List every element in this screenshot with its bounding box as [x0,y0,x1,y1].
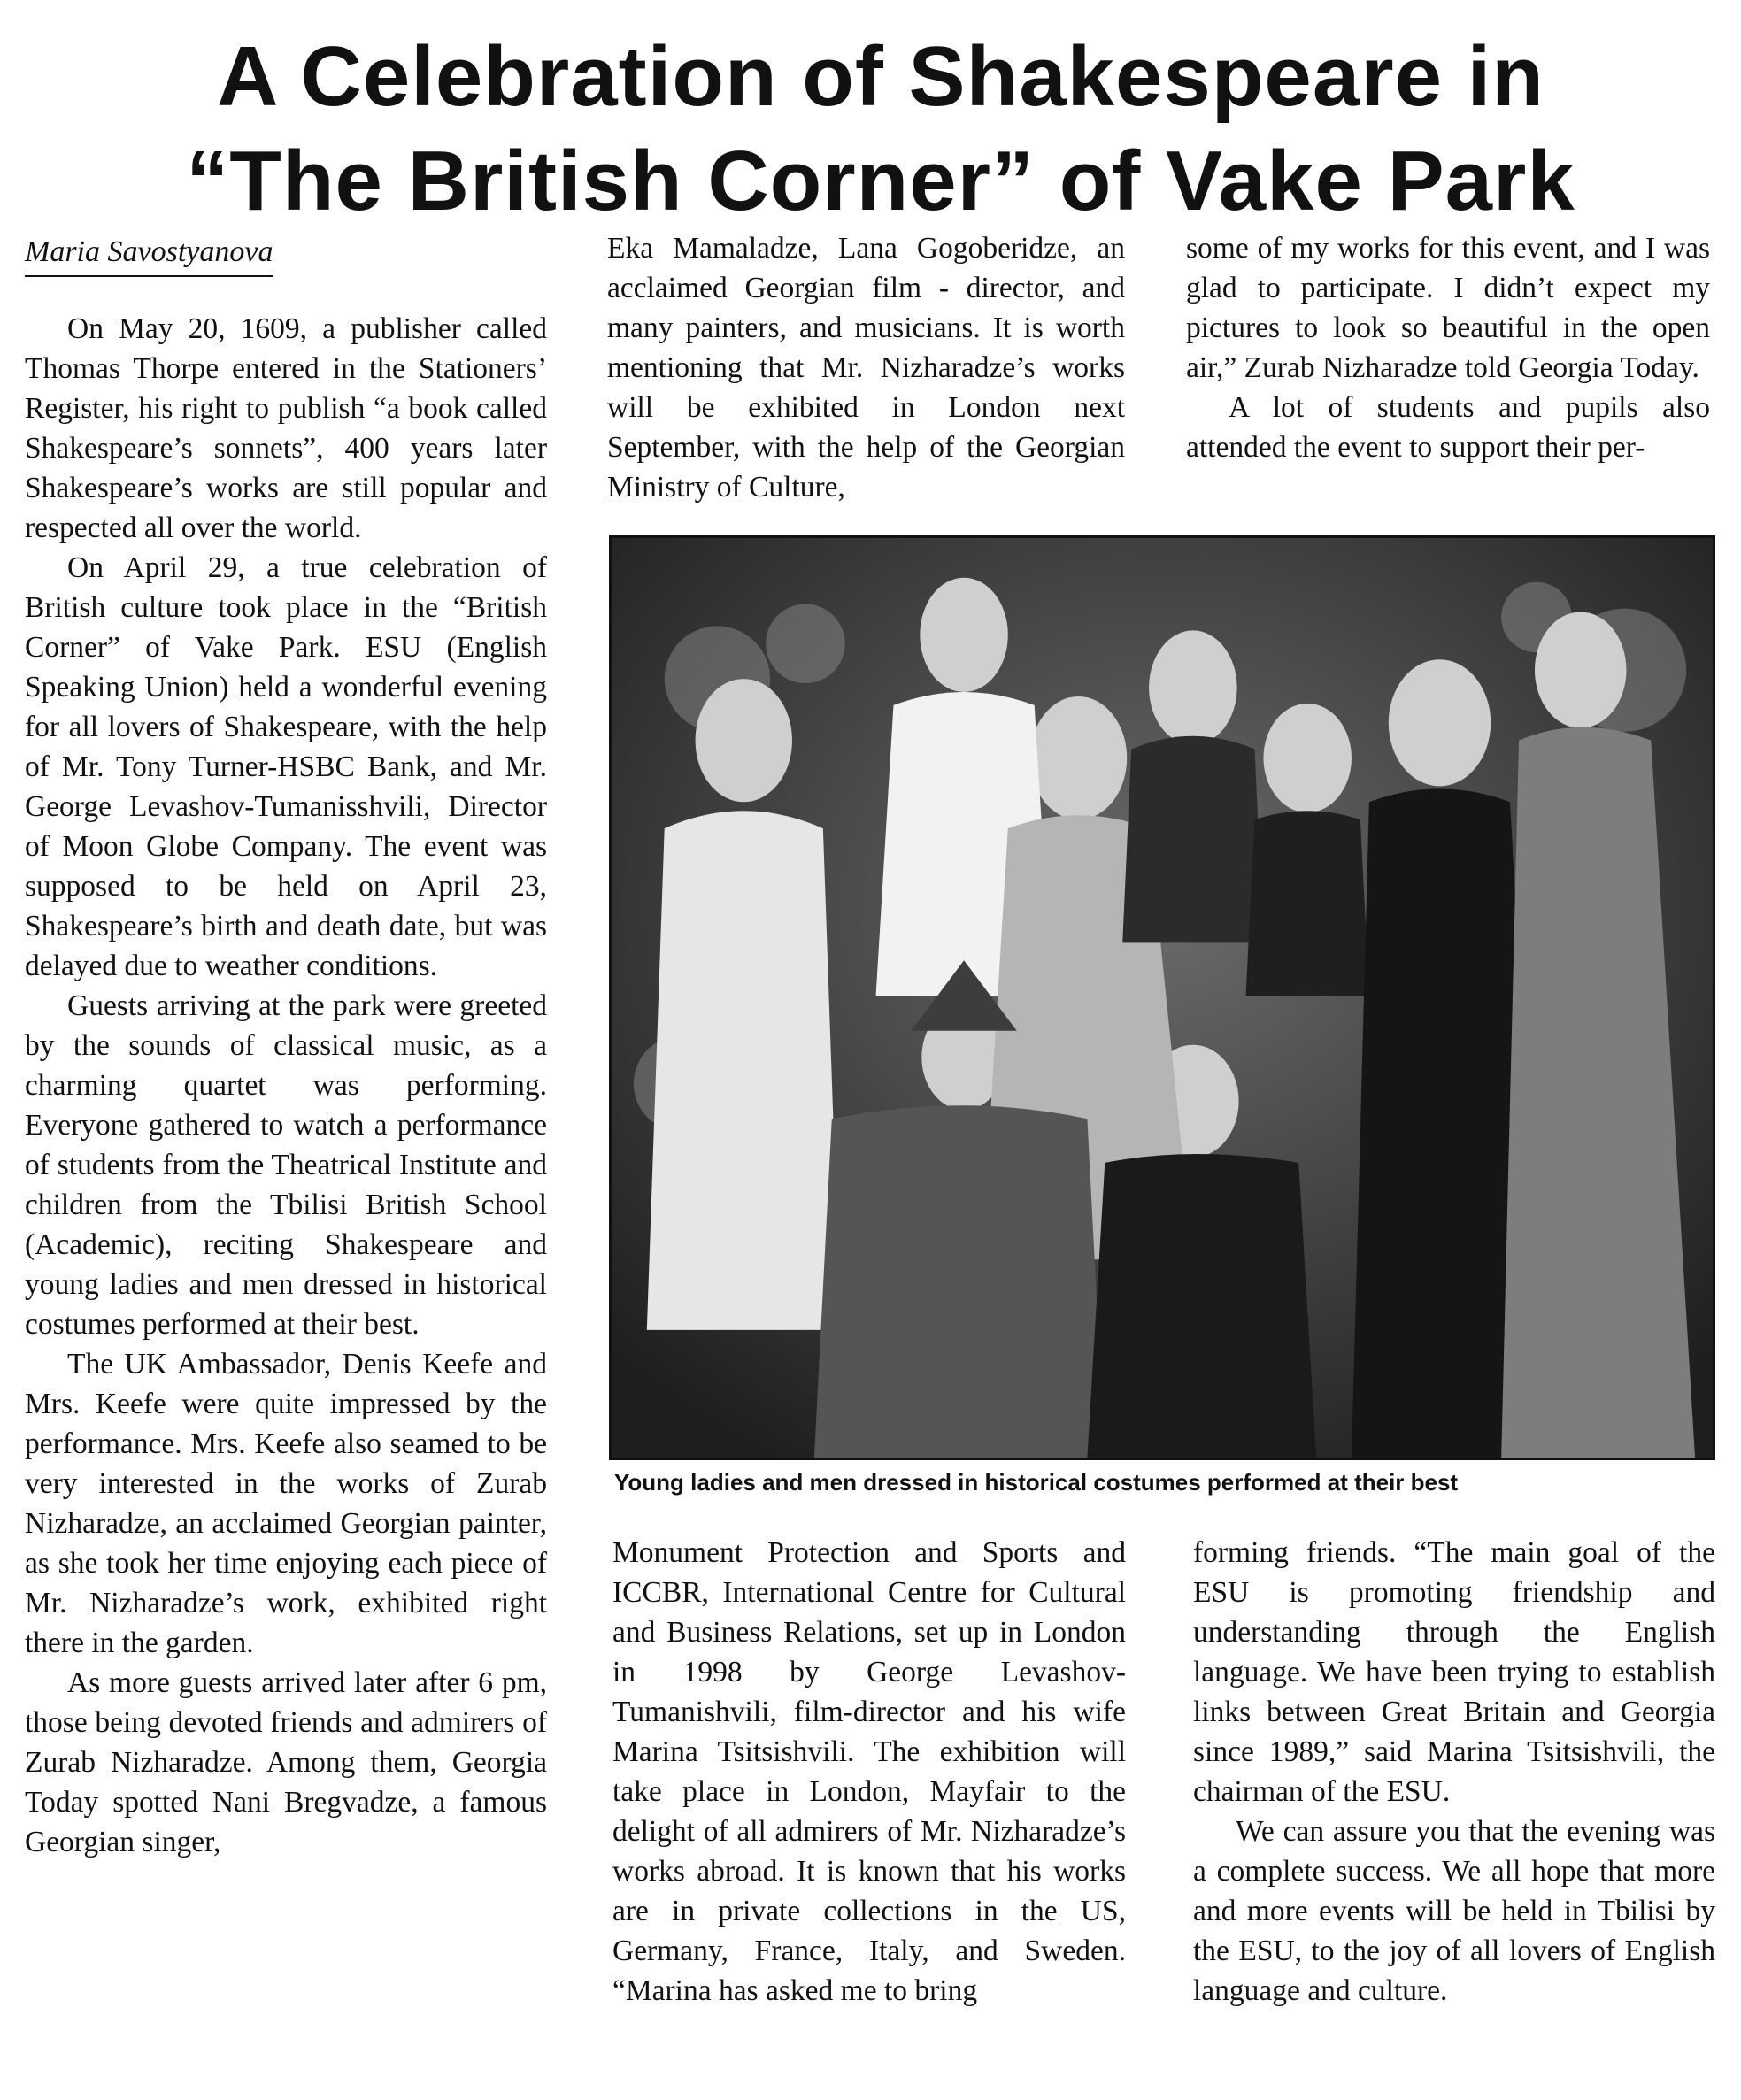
article-column-3-bottom [1193,1533,1715,2011]
paragraph: On April 29, a true celebration of British culture took place in the “British Corner” of Vake Park. ESU (English Speaking Union) held a wonderful evening for all lovers of Shakespeare, with the help of Mr. Tony Turner-HSBC Bank, and Mr. George Levashov-Tumanisshvili, Director of Moon Globe Company. The event was supposed to be held on April 23, Shakespeare’s birth and death date, but was delayed due to weather conditions. [25,551,547,982]
article-column-2-bottom [612,1533,1126,2011]
headline [53,25,1708,234]
headline-line-2: “The British Corner” of Vake Park [186,134,1575,228]
photo-caption: Young ladies and men dressed in historical costumes performed at their best [614,1469,1459,1496]
paragraph: On May 20, 1609, a publisher called Thomas Thorpe entered in the Stationers’ Register, his right to publish “a book called Shakespeare’s sonnets”, 400 years later Shakespeare’s works are still popular and respected all over the world. [25,312,547,544]
paragraph: Guests arriving at the park were greeted by the sounds of classical music, as a charming quartet was performing. Everyone gathered to watch a performance of students from the Theatrical Institute and children from the Tbilisi British School (Academic), reciting Shakespeare and young ladies and men dressed in historical costumes performed at their best. [25,989,547,1341]
paragraph: The UK Ambassador, Denis Keefe and Mrs. Keefe were quite impressed by the performance. Mrs. Keefe also seamed to be very interested in the works of Zurab Nizharadze, an acclaimed Georgian painter, as she took her time enjoying each piece of Mr. Nizharadze’s work, exhibited right there in the garden. [25,1348,547,1659]
paragraph: forming friends. “The main goal of the ESU is promoting friendship and understanding through the English language. We have been trying to establish links between Great Britain and Georgia since 1989,” said Marina Tsitsishvili, the chairman of the ESU. [1193,1536,1715,1808]
paragraph: some of my works for this event, and I was glad to participate. I didn’t expect my pictures to look so beautiful in the open air,” Zurab Nizharadze told Georgia Today. [1186,232,1710,384]
article-column-1 [25,232,547,1862]
article-column-3-top [1186,228,1710,467]
group-photo [609,535,1715,1460]
paragraph: Eka Mamaladze, Lana Gogoberidze, an acclaimed Georgian film - director, and many painters, and musicians. It is worth mentioning that Mr. Nizharadze’s works will be exhibited in London next September, with the help of the Georgian Ministry of Culture, [607,232,1125,504]
paragraph: A lot of students and pupils also attended the event to support their per- [1186,391,1710,464]
paragraph: We can assure you that the evening was a complete success. We all hope that more and more events will be held in Tbilisi by the ESU, to the joy of all lovers of English language and culture. [1193,1815,1715,2007]
article-column-2-top [607,228,1125,507]
group-photo-illustration [612,538,1713,1458]
paragraph: As more guests arrived later after 6 pm, those being devoted friends and admirers of Zurab Nizharadze. Among them, Georgia Today spotted Nani Bregvadze, a famous Georgian singer, [25,1666,547,1858]
headline-line-1: A Celebration of Shakespeare in [217,29,1545,124]
paragraph: Monument Protection and Sports and ICCBR, International Centre for Cultural and Business Relations, set up in London in 1998 by George Levashov-Tumanishvili, film-director and his wife Marina Tsitsishvili. The exhibition will take place in London, Mayfair to the delight of all admirers of Mr. Nizharadze’s works abroad. It is known that his works are in private collections in the US, Germany, France, Italy, and Sweden. “Marina has asked me to bring [612,1536,1126,2007]
byline: Maria Savostyanova [25,232,273,277]
